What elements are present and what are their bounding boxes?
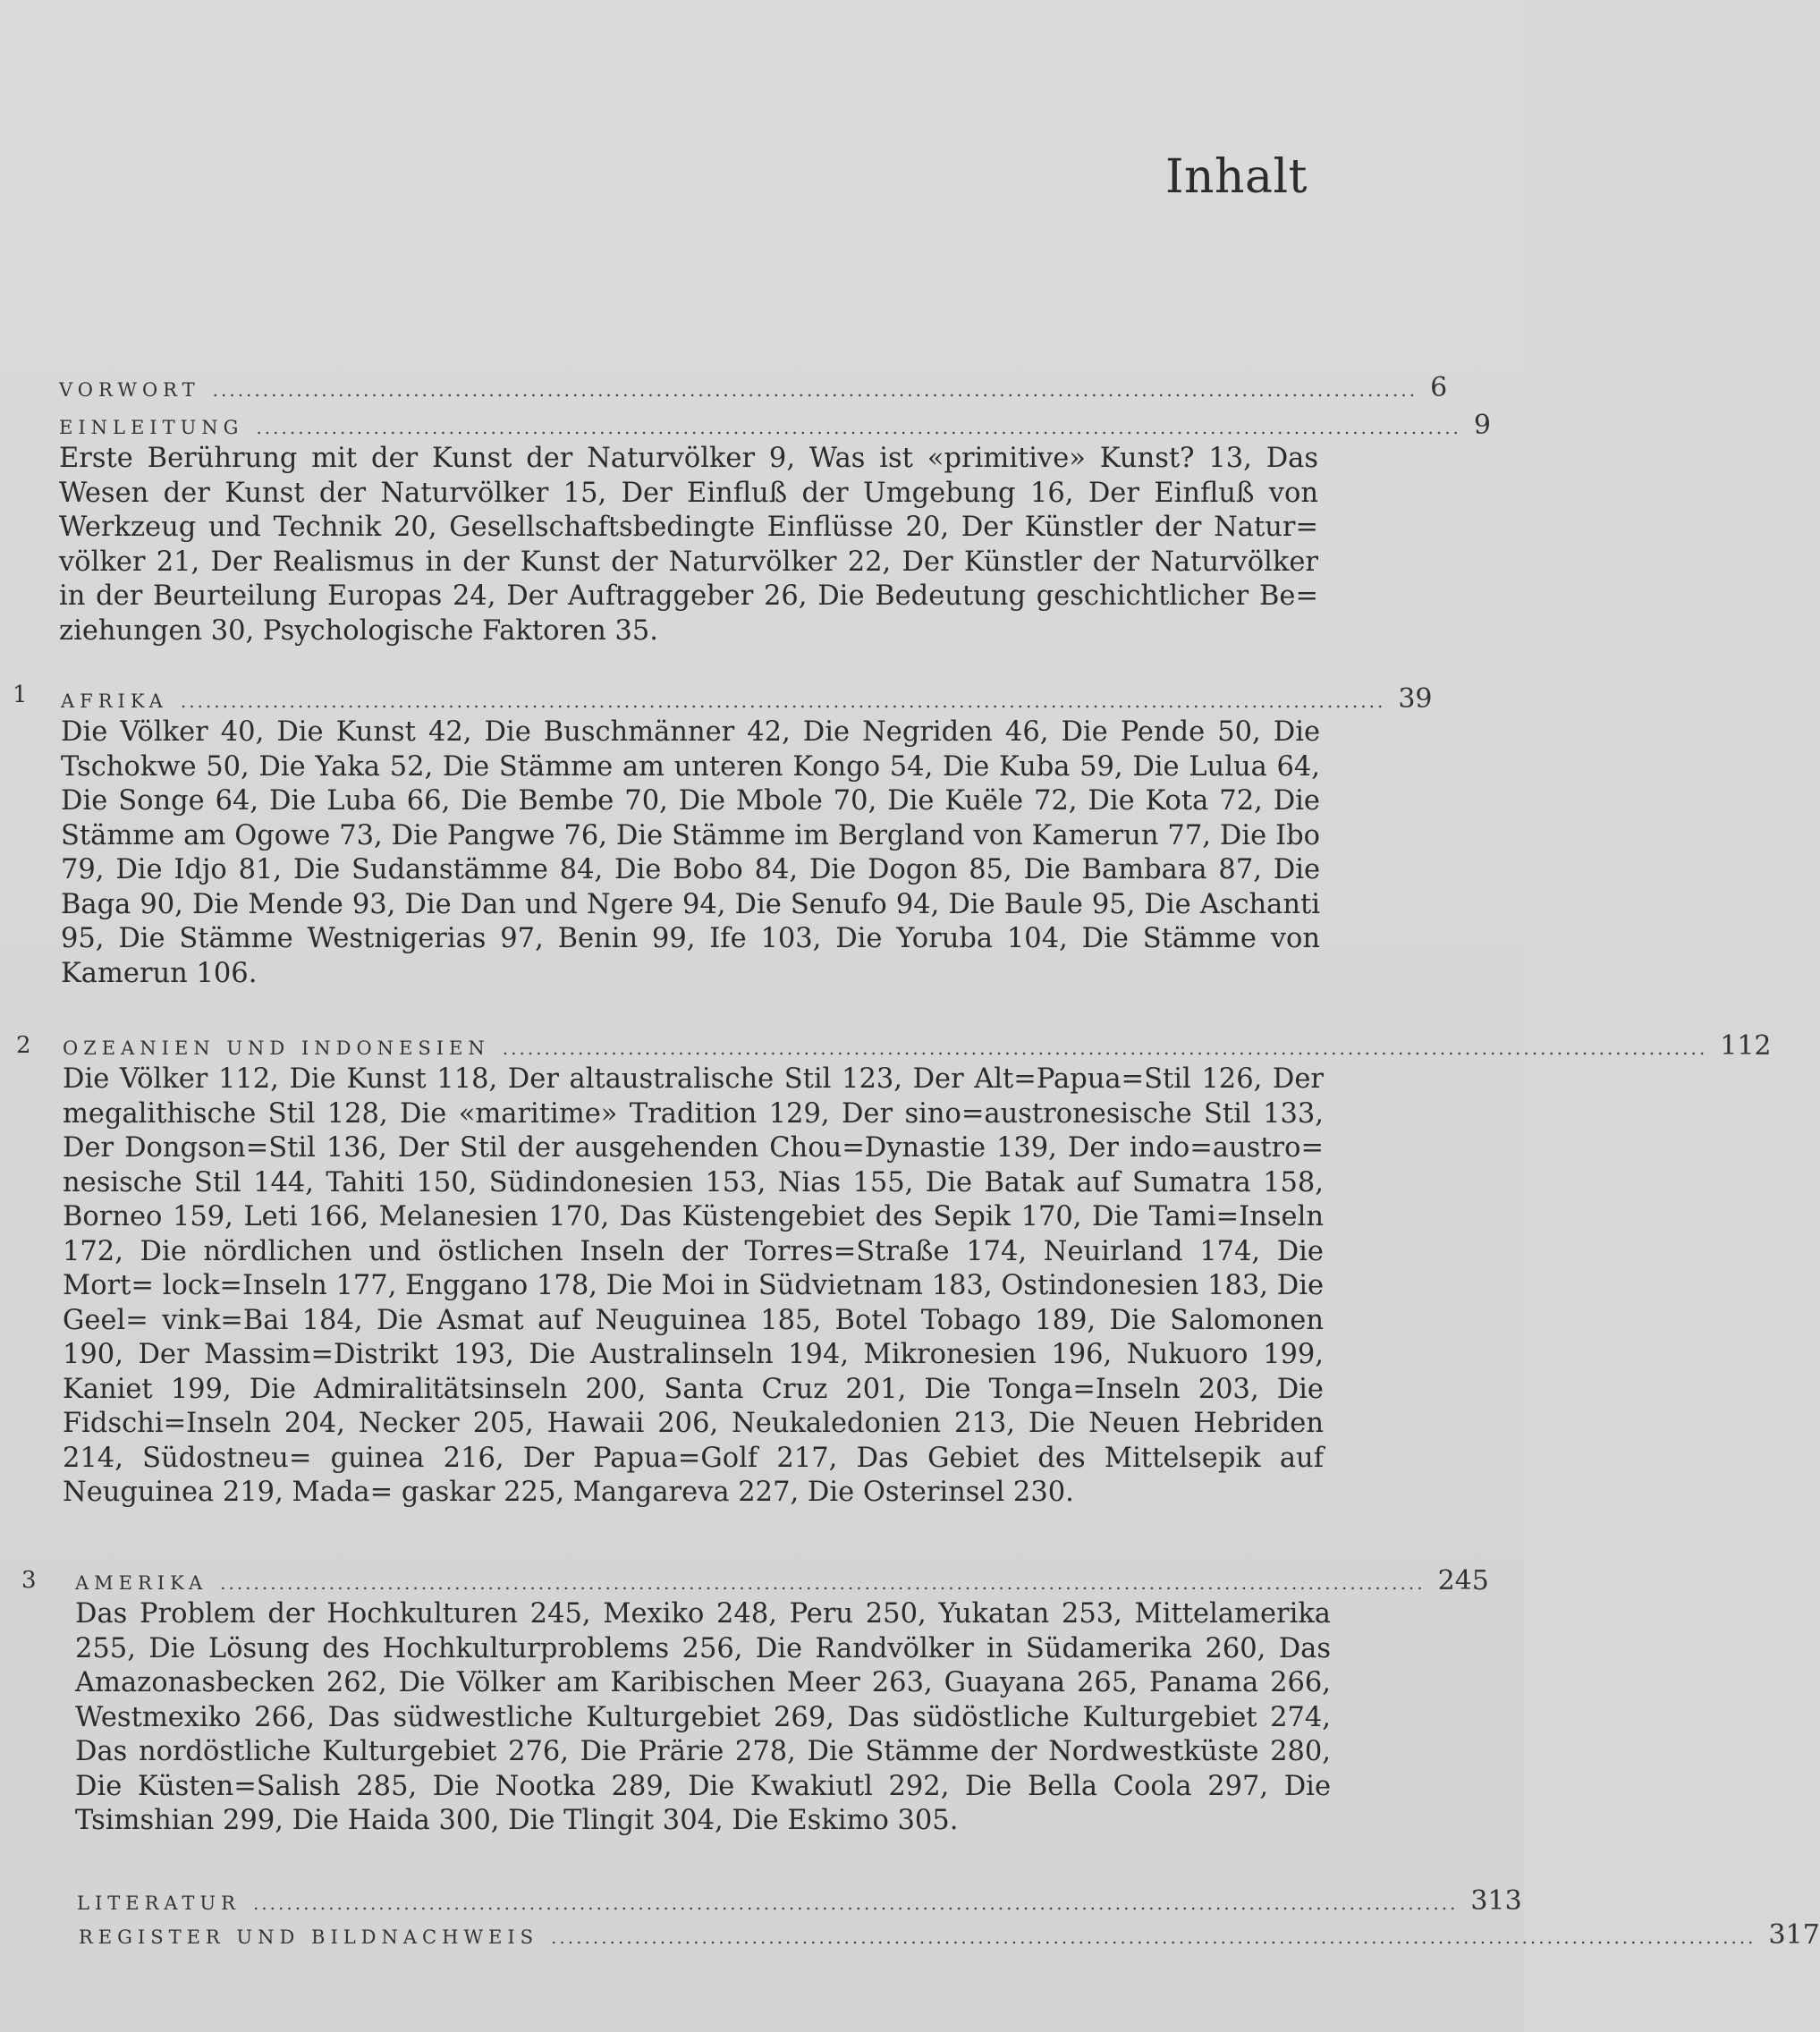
toc-entry-literatur: [77, 1885, 1522, 1917]
leader-dots: ................................................................................................................................................: [502, 1037, 1708, 1059]
toc-page-number: 6: [1430, 372, 1448, 403]
toc-subentries-einleitung: Erste Berührung mit der Kunst der Naturvölker 9, Was ist «primitive» Kunst? 13, Das Wesen der Kunst der Naturvölker 15, Der Einfluß der Umgebung 16, Der Einfluß von Werkzeug und Technik 20, Gesellschaftsbedingte Einflüsse 20, Der Künstler der Natur= völker 21, Der Realismus in der Kunst der Naturvölker 22, Der Künstler der Naturvölker in der Beurteilung Europas 24, Der Auftraggeber 26, Die Bedeutung geschichtlicher Be= ziehungen 30, Psychologische Faktoren 35.: [59, 443, 1318, 647]
toc-page-number: 245: [1437, 1565, 1489, 1596]
chapter-number: 2: [16, 1032, 31, 1059]
toc-page-number: 39: [1398, 683, 1433, 715]
toc-subentries-afrika: Die Völker 40, Die Kunst 42, Die Buschmänner 42, Die Negriden 46, Die Pende 50, Die Tschokwe 50, Die Yaka 52, Die Stämme am unteren Kongo 54, Die Kuba 59, Die Lulua 64, Die Songe 64, Die Luba 66, Die Bembe 70, Die Mbole 70, Die Kuële 72, Die Kota 72, Die Stämme am Ogowe 73, Die Pangwe 76, Die Stämme im Bergland von Kamerun 77, Die Ibo 79, Die Idjo 81, Die Sudanstämme 84, Die Bobo 84, Die Dogon 85, Die Bambara 87, Die Baga 90, Die Mende 93, Die Dan und Ngere 94, Die Senufo 94, Die Baule 95, Die Aschanti 95, Die Stämme Westnigerias 97, Benin 99, Ife 103, Die Yoruba 104, Die Stämme von Kamerun 106.: [61, 716, 1320, 989]
toc-entry-vorwort: [59, 372, 1448, 403]
leader-dots: ................................................................................................................................................: [252, 1892, 1459, 1914]
leader-dots: ................................................................................................................................................: [256, 417, 1461, 438]
toc-entry-afrika: [61, 683, 1433, 715]
toc-subentries-amerika: Das Problem der Hochkulturen 245, Mexiko 248, Peru 250, Yukatan 253, Mittelamerika 255, Die Lösung des Hochkulturproblems 256, Die Randvölker in Südamerika 260, Das Amazonasbecken 262, Die Völker am Karibischen Meer 263, Guayana 265, Panama 266, Westmexiko 266, Das südwestliche Kulturgebiet 269, Das südöstliche Kulturgebiet 274, Das nordöstliche Kulturgebiet 276, Die Prärie 278, Die Stämme der Nordwestküste 280, Die Küsten=Salish 285, Die Nootka 289, Die Kwakiutl 292, Die Bella Coola 297, Die Tsimshian 299, Die Haida 300, Die Tlingit 304, Die Eskimo 305.: [75, 1598, 1331, 1836]
chapter-number: 3: [21, 1567, 37, 1594]
leader-dots: ................................................................................................................................................: [220, 1572, 1426, 1594]
toc-entry-einleitung: [59, 410, 1491, 441]
toc-subentries-ozeanien: Die Völker 112, Die Kunst 118, Der altaustralische Stil 123, Der Alt=Papua=Stil 126, Der megalithische Stil 128, Die «maritime» Tradition 129, Der sino=austronesische Stil 133, Der Dongson=Stil 136, Der Stil der ausgehenden Chou=Dynastie 139, Der indo=austro= nesische Stil 144, Tahiti 150, Südindonesien 153, Nias 155, Die Batak auf Sumatra 158, Borneo 159, Leti 166, Melanesien 170, Das Küstengebiet des Sepik 170, Die Tami=Inseln 172, Die nördlichen und östlichen Inseln der Torres=Straße 174, Neuirland 174, Die Mort= lock=Inseln 177, Enggano 178, Die Moi in Südvietnam 183, Ostindonesien 183, Die Geel= vink=Bai 184, Die Asmat auf Neuguinea 185, Botel Tobago 189, Die Salomonen 190, Der Massim=Distrikt 193, Die Australinseln 194, Mikronesien 196, Nukuoro 199, Kaniet 199, Die Admiralitätsinseln 200, Santa Cruz 201, Die Tonga=Inseln 203, Die Fidschi=Inseln 204, Necker 205, Hawaii 206, Neukaledonien 213, Die Neuen Hebriden 214, Südostneu= guinea 216, Der Papua=Golf 217, Das Gebiet des Mittelsepik auf Neuguinea 219, Mada= gaskar 225, Mangareva 227, Die Osterinsel 230.: [63, 1063, 1324, 1508]
toc-heading: AFRIKA: [61, 690, 168, 712]
toc-entry-amerika: [75, 1565, 1489, 1596]
toc-page-number: 112: [1720, 1030, 1772, 1062]
toc-heading: VORWORT: [59, 379, 200, 401]
toc-heading: LITERATUR: [77, 1892, 241, 1914]
toc-page-number: 317: [1768, 1919, 1820, 1951]
toc-page-number: 9: [1473, 410, 1491, 441]
toc-heading: AMERIKA: [75, 1572, 208, 1594]
toc-heading: EINLEITUNG: [59, 417, 244, 438]
leader-dots: ................................................................................................................................................: [180, 690, 1386, 712]
leader-dots: ................................................................................................................................................: [212, 379, 1418, 401]
toc-page-number: 313: [1470, 1885, 1522, 1917]
chapter-number: 1: [13, 682, 28, 708]
toc-heading: REGISTER UND BILDNACHWEIS: [79, 1926, 539, 1948]
leader-dots: ................................................................................................................................................: [551, 1926, 1757, 1948]
toc-heading: OZEANIEN UND INDONESIEN: [63, 1037, 490, 1059]
page-title: Inhalt: [1164, 150, 1308, 204]
toc-entry-register: [79, 1919, 1820, 1951]
toc-entry-ozeanien: [63, 1030, 1772, 1062]
